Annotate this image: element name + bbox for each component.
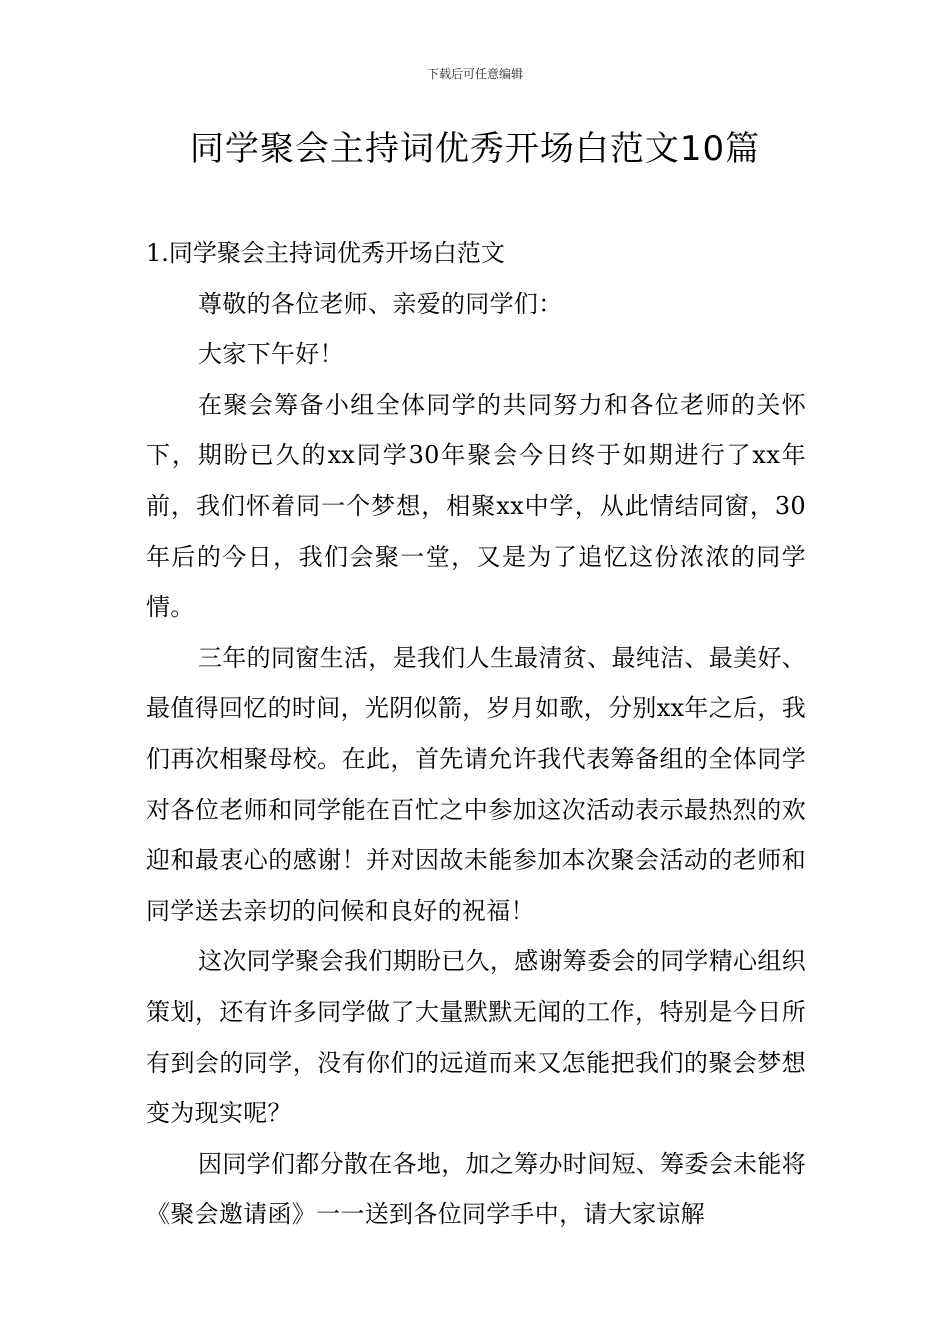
salutation-paragraph: 大家下午好！ <box>198 340 344 369</box>
greeting-paragraph: 尊敬的各位老师、亲爱的同学们： <box>198 289 563 318</box>
body-paragraph: 这次同学聚会我们期盼已久，感谢筹委会的同学精心组织策划，还有许多同学做了大量默默无闻的工作，特别是今日所有到会的同学，没有你们的远道而来又怎能把我们的聚会梦想变为现实呢？ <box>146 947 806 1128</box>
document-body <box>146 228 806 1240</box>
body-paragraph: 因同学们都分散在各地，加之筹办时间短、筹委会未能将《聚会邀请函》一一送到各位同学手中，请大家谅解 <box>146 1149 806 1229</box>
section-heading: 1.同学聚会主持词优秀开场白范文 <box>146 239 505 267</box>
document-title: 同学聚会主持词优秀开场白范文10篇 <box>189 129 761 169</box>
body-paragraph: 在聚会筹备小组全体同学的共同努力和各位老师的关怀下，期盼已久的xx同学30年聚会今日终于如期进行了xx年前，我们怀着同一个梦想，相聚xx中学，从此情结同窗，30年后的今日，我们会聚一堂，又是为了追忆这份浓浓的同学情。 <box>146 390 806 622</box>
body-paragraph: 三年的同窗生活，是我们人生最清贫、最纯洁、最美好、最值得回忆的时间，光阴似箭，岁月如歌，分别xx年之后，我们再次相聚母校。在此，首先请允许我代表筹备组的全体同学对各位老师和同学能在百忙之中参加这次活动表示最热烈的欢迎和最衷心的感谢！并对因故未能参加本次聚会活动的老师和同学送去亲切的问候和良好的祝福！ <box>146 643 806 925</box>
header-note: 下载后可任意编辑 <box>426 67 523 81</box>
